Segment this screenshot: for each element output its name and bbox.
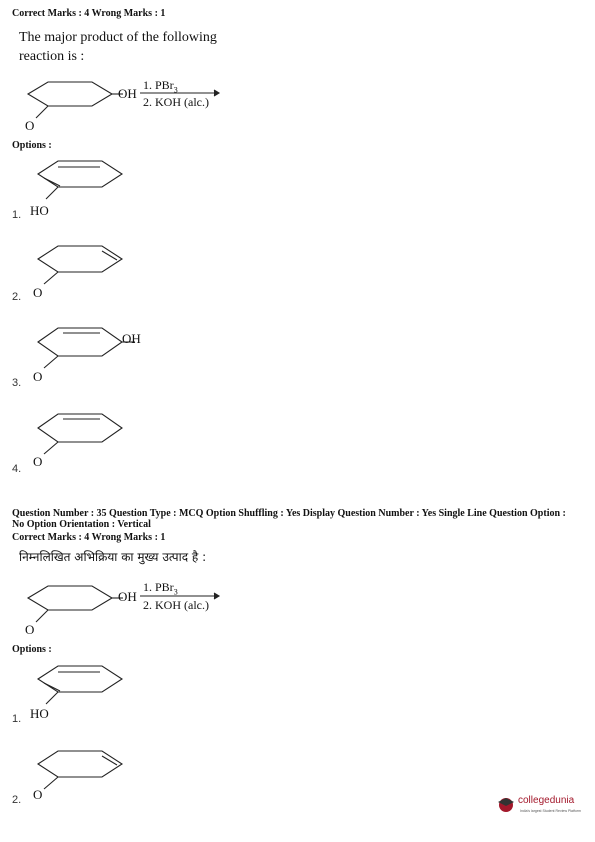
q2-option-2-structure (30, 745, 130, 795)
option-2-structure (30, 240, 130, 290)
reagent-2-q2: 2. KOH (alc.) (143, 598, 209, 612)
marks-line: Correct Marks : 4 Wrong Marks : 1 (12, 8, 166, 19)
reactant-structure-q2 (20, 580, 130, 640)
options-label: Options : (12, 140, 52, 151)
question-meta-line1: Question Number : 35 Question Type : MCQ Option Shuffling : Yes Display Question Number : Yes Single Line Question Option : (12, 508, 566, 519)
collegedunia-logo[interactable] (494, 791, 590, 821)
option-1-structure (30, 155, 130, 205)
logo-name: collegedunia (518, 795, 575, 806)
question-text-hindi: निम्नलिखित अभिक्रिया का मुख्य उत्पाद है : (19, 550, 207, 564)
option-2-ketone-o: O (33, 285, 43, 300)
q2-option-1-structure (30, 660, 130, 710)
option-3-oh-group: OH (122, 331, 141, 346)
option-4-number[interactable]: 4. (12, 463, 22, 475)
option-4-ketone-o: O (33, 454, 43, 469)
reagent-1-q2: 1. PBr$_3$ (143, 580, 178, 597)
q2-option-1-ho-group: HO (30, 706, 49, 721)
q2-option-2-ketone-o: O (33, 787, 43, 802)
graduation-cap-icon (496, 795, 516, 813)
options-label-q2: Options : (12, 644, 52, 655)
marks-line-q2: Correct Marks : 4 Wrong Marks : 1 (12, 532, 166, 543)
reactant-ketone-o-q2: O (25, 622, 35, 637)
question-meta-line2: No Option Orientation : Vertical (12, 519, 151, 530)
logo-tagline: India's largest Student Review Platform (520, 809, 581, 813)
reagent-2: 2. KOH (alc.) (143, 95, 209, 109)
q2-option-2-number[interactable]: 2. (12, 794, 22, 806)
option-4-structure (30, 408, 130, 458)
option-3-number[interactable]: 3. (12, 377, 22, 389)
question-text-line2: reaction is : (19, 49, 85, 64)
reactant-oh-group-q2: OH (118, 589, 137, 604)
question-text-line1: The major product of the following (19, 30, 217, 45)
reactant-ketone-o: O (25, 118, 35, 133)
reactant-structure (20, 76, 130, 136)
option-1-ho-group: HO (30, 203, 49, 218)
q2-option-1-number[interactable]: 1. (12, 713, 22, 725)
option-1-number[interactable]: 1. (12, 209, 22, 221)
reactant-oh-group: OH (118, 86, 137, 101)
option-2-number[interactable]: 2. (12, 291, 22, 303)
reagent-1: 1. PBr$_3$ (143, 78, 178, 95)
option-3-ketone-o: O (33, 369, 43, 384)
option-3-structure (30, 322, 140, 372)
